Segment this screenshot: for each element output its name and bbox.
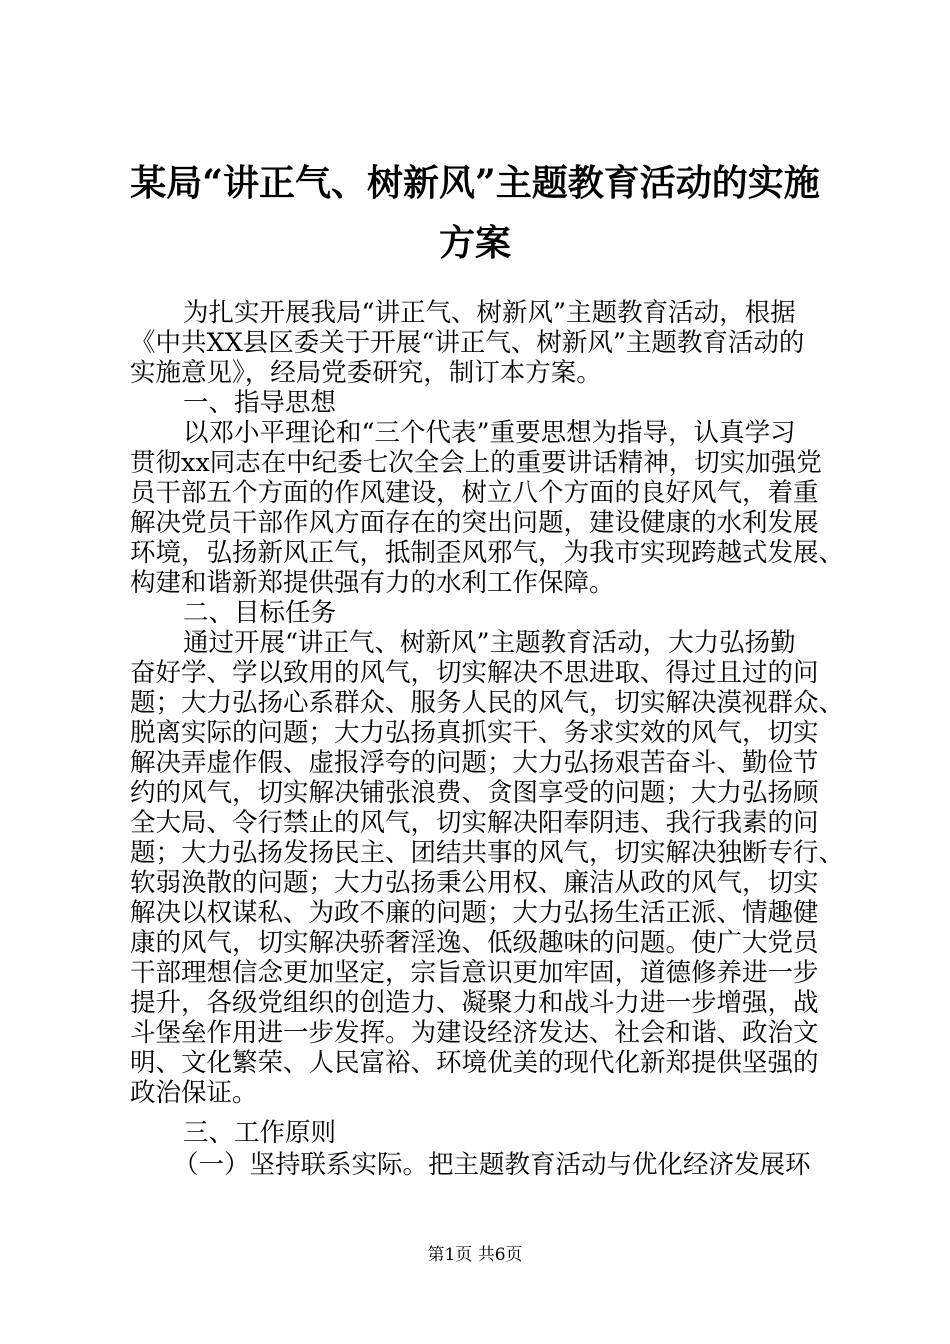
body-line: 为扎实开展我局“讲正气、树新风”主题教育活动，根据 [183, 298, 796, 328]
section-heading: 二、目标任务 [183, 598, 337, 628]
body-line: 软弱涣散的问题；大力弘扬秉公用权、廉洁从政的风气，切实 [130, 868, 819, 898]
body-line: 政治保证。 [130, 1078, 258, 1108]
section-heading: 三、工作原则 [183, 1118, 337, 1148]
body-line: 干部理想信念更加坚定，宗旨意识更加牢固，道德修养进一步 [130, 958, 819, 988]
body-line: 提升，各级党组织的创造力、凝聚力和战斗力进一步增强，战 [130, 988, 819, 1018]
page-footer: 第1页 共6页 [427, 1245, 523, 1265]
document-title-line-1: 某局“讲正气、树新风”主题教育活动的实施 [130, 162, 820, 204]
body-line: 康的风气，切实解决骄奢淫逸、低级趣味的问题。使广大党员 [130, 928, 819, 958]
body-line: 题；大力弘扬发扬民主、团结共事的风气，切实解决独断专行、 [130, 838, 845, 868]
body-line: 题；大力弘扬心系群众、服务人民的风气，切实解决漠视群众、 [130, 688, 845, 718]
body-line: 贯彻xx同志在中纪委七次全会上的重要讲话精神，切实加强党 [130, 448, 822, 478]
body-line: 约的风气，切实解决铺张浪费、贪图享受的问题；大力弘扬顾 [130, 778, 819, 808]
body-line: 通过开展“讲正气、树新风”主题教育活动，大力弘扬勤 [183, 628, 796, 658]
body-line: 实施意见》，经局党委研究，制订本方案。 [130, 358, 602, 388]
body-line: 全大局、令行禁止的风气，切实解决阳奉阴违、我行我素的问 [130, 808, 819, 838]
body-line: 明、文化繁荣、人民富裕、环境优美的现代化新郑提供坚强的 [130, 1048, 819, 1078]
body-line: 斗堡垒作用进一步发挥。为建设经济发达、社会和谐、政治文 [130, 1018, 819, 1048]
body-line: 奋好学、学以致用的风气，切实解决不思进取、得过且过的问 [130, 658, 819, 688]
body-line: 解决以权谋私、为政不廉的问题；大力弘扬生活正派、情趣健 [130, 898, 819, 928]
body-line: 解决弄虚作假、虚报浮夸的问题；大力弘扬艰苦奋斗、勤俭节 [130, 748, 819, 778]
body-line: 环境，弘扬新风正气，抵制歪风邪气，为我市实现跨越式发展、 [130, 538, 845, 568]
document-title-line-2: 方案 [438, 222, 511, 264]
body-line: 解决党员干部作风方面存在的突出问题，建设健康的水利发展 [130, 508, 819, 538]
body-line: 员干部五个方面的作风建设，树立八个方面的良好风气，着重 [130, 478, 819, 508]
section-heading: 一、指导思想 [183, 388, 337, 418]
body-line: 以邓小平理论和“三个代表”重要思想为指导，认真学习 [183, 418, 796, 448]
body-line: 《中共XX县区委关于开展“讲正气、树新风”主题教育活动的 [130, 328, 805, 358]
body-line: 构建和谐新郑提供强有力的水利工作保障。 [130, 568, 615, 598]
body-line: （一）坚持联系实际。把主题教育活动与优化经济发展环 [173, 1150, 811, 1180]
body-line: 脱离实际的问题；大力弘扬真抓实干、务求实效的风气，切实 [130, 718, 819, 748]
